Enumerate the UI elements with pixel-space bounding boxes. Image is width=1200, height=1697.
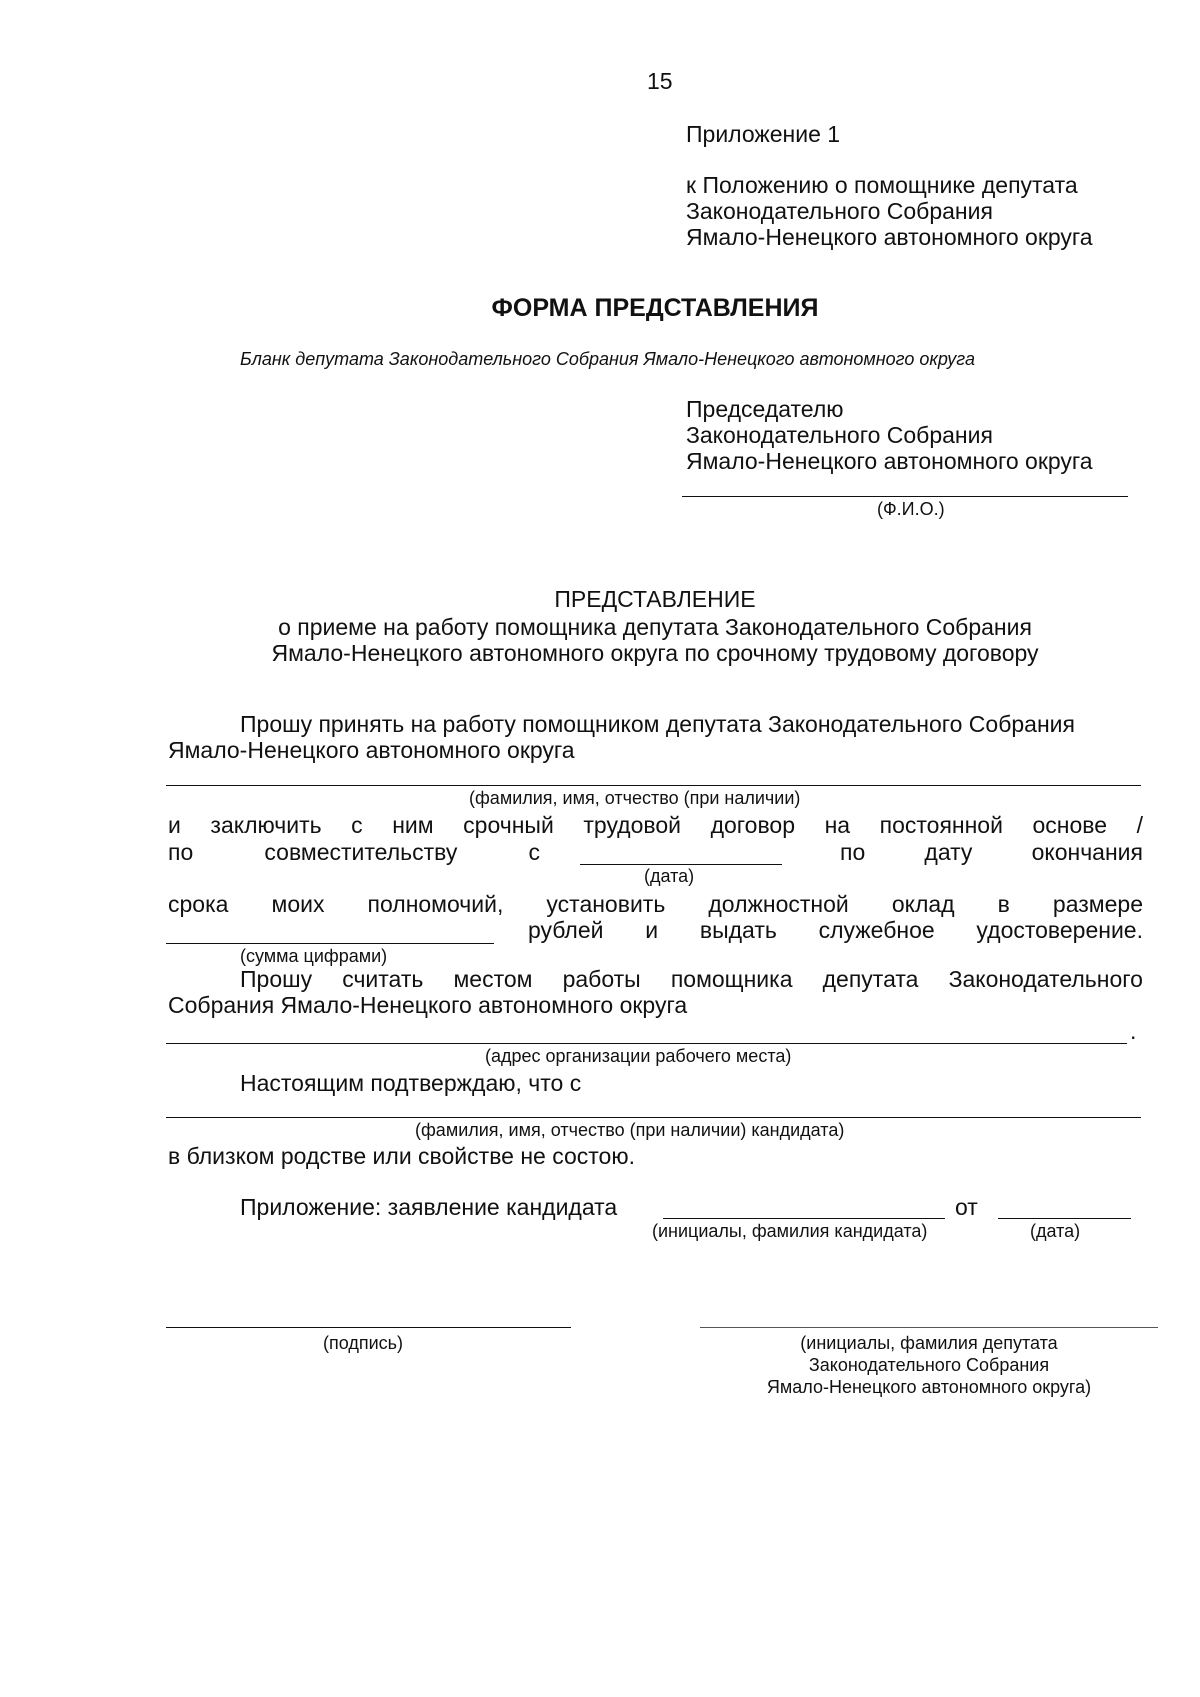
heading-line: о приеме на работу помощника депутата Законодательного Собрания [278,614,1032,640]
word: срочный [463,812,554,838]
word: удостоверение. [976,917,1143,943]
signature-blank-line [166,1327,571,1328]
word: основе [1032,812,1108,838]
word: выдать [699,917,777,943]
word: должностной [708,891,849,917]
justified-line [840,839,1143,865]
justified-line [168,839,540,865]
word: постоянной [879,812,1003,838]
word: в [997,891,1010,917]
candidate-initials-blank-line [663,1218,945,1219]
word: / [1136,812,1143,838]
heading-title: ПРЕДСТАВЛЕНИЕ [554,586,756,612]
word: и [168,812,181,838]
word: и [645,917,659,943]
body-text: Настоящим подтверждаю, что с [240,1070,582,1096]
word: ним [392,812,434,838]
word: на [824,812,851,838]
heading-line: Ямало-Ненецкого автономного округа по срочному трудовому договору [271,640,1039,666]
word: считать [342,966,424,992]
word: срока [168,891,229,917]
word: местом [453,966,533,992]
fio-candidate-blank-line [166,1117,1141,1118]
word: с [528,839,540,865]
word: полномочий, [367,891,504,917]
field-caption: (фамилия, имя, отчество (при наличии) [469,788,801,808]
word: оклад [891,891,955,917]
page-number: 15 [647,68,673,94]
attachment-from: от [955,1194,978,1220]
word: дату [924,839,973,865]
word: с [351,812,363,838]
appendix-ref-line: Ямало-Ненецкого автономного округа [686,224,1093,250]
word: размере [1052,891,1143,917]
deputy-caption: Законодательного Собрания [808,1355,1050,1375]
body-text: Прошу принять на работу помощником депутата Законодательного Собрания [240,711,1075,737]
attachment-date-blank-line [998,1218,1131,1219]
word: по [840,839,866,865]
body-text: в близком родстве или свойстве не состою. [168,1143,635,1169]
word: служебное [818,917,935,943]
field-caption: (адрес организации рабочего места) [485,1046,792,1066]
word: установить [546,891,666,917]
deputy-blank-line [700,1327,1158,1328]
justified-line [240,966,1143,992]
attachment-label: Приложение: заявление кандидата [240,1194,618,1220]
fio-caption: (Ф.И.О.) [877,499,945,519]
period: . [1130,1018,1137,1044]
word: окончания [1031,839,1143,865]
field-caption: (фамилия, имя, отчество (при наличии) кандидата) [415,1120,845,1140]
addressee-line: Законодательного Собрания [686,422,993,448]
word: совместительству [264,839,458,865]
word: моих [271,891,325,917]
addressee-line: Председателю [686,396,844,422]
fio-blank-line [166,785,1141,786]
appendix-ref-line: Законодательного Собрания [686,198,993,224]
form-title: ФОРМА ПРЕДСТАВЛЕНИЯ [491,294,819,322]
justified-line [168,812,1143,838]
address-blank-line [166,1043,1127,1044]
addressee-line: Ямало-Ненецкого автономного округа [686,448,1093,474]
signature-caption: (подпись) [323,1333,404,1353]
word: рублей [528,917,604,943]
appendix-title: Приложение 1 [686,121,841,147]
blank-subtitle: Бланк депутата Законодательного Собрания Ямало-Ненецкого автономного округа [240,349,975,369]
deputy-caption: Ямало-Ненецкого автономного округа) [766,1377,1092,1397]
appendix-ref-line: к Положению о помощнике депутата [686,172,1078,198]
word: договор [710,812,795,838]
justified-line [528,917,1143,943]
word: трудовой [583,812,681,838]
field-caption: (дата) [1030,1221,1081,1241]
fio-blank-line [682,496,1128,497]
word: помощника [670,966,793,992]
field-caption: (дата) [644,866,695,886]
date-blank-line [580,864,782,865]
body-text: Собрания Ямало-Ненецкого автономного округа [168,992,688,1018]
sum-blank-line [166,943,494,944]
deputy-caption: (инициалы, фамилия депутата [800,1333,1058,1353]
word: Прошу [240,966,313,992]
word: работы [562,966,641,992]
word: Законодательного [948,966,1143,992]
justified-line [168,891,1143,917]
field-caption: (инициалы, фамилия кандидата) [652,1221,928,1241]
word: депутата [822,966,919,992]
field-caption: (сумма цифрами) [240,946,388,966]
word: заключить [210,812,322,838]
body-text: Ямало-Ненецкого автономного округа [168,737,575,763]
word: по [168,839,194,865]
